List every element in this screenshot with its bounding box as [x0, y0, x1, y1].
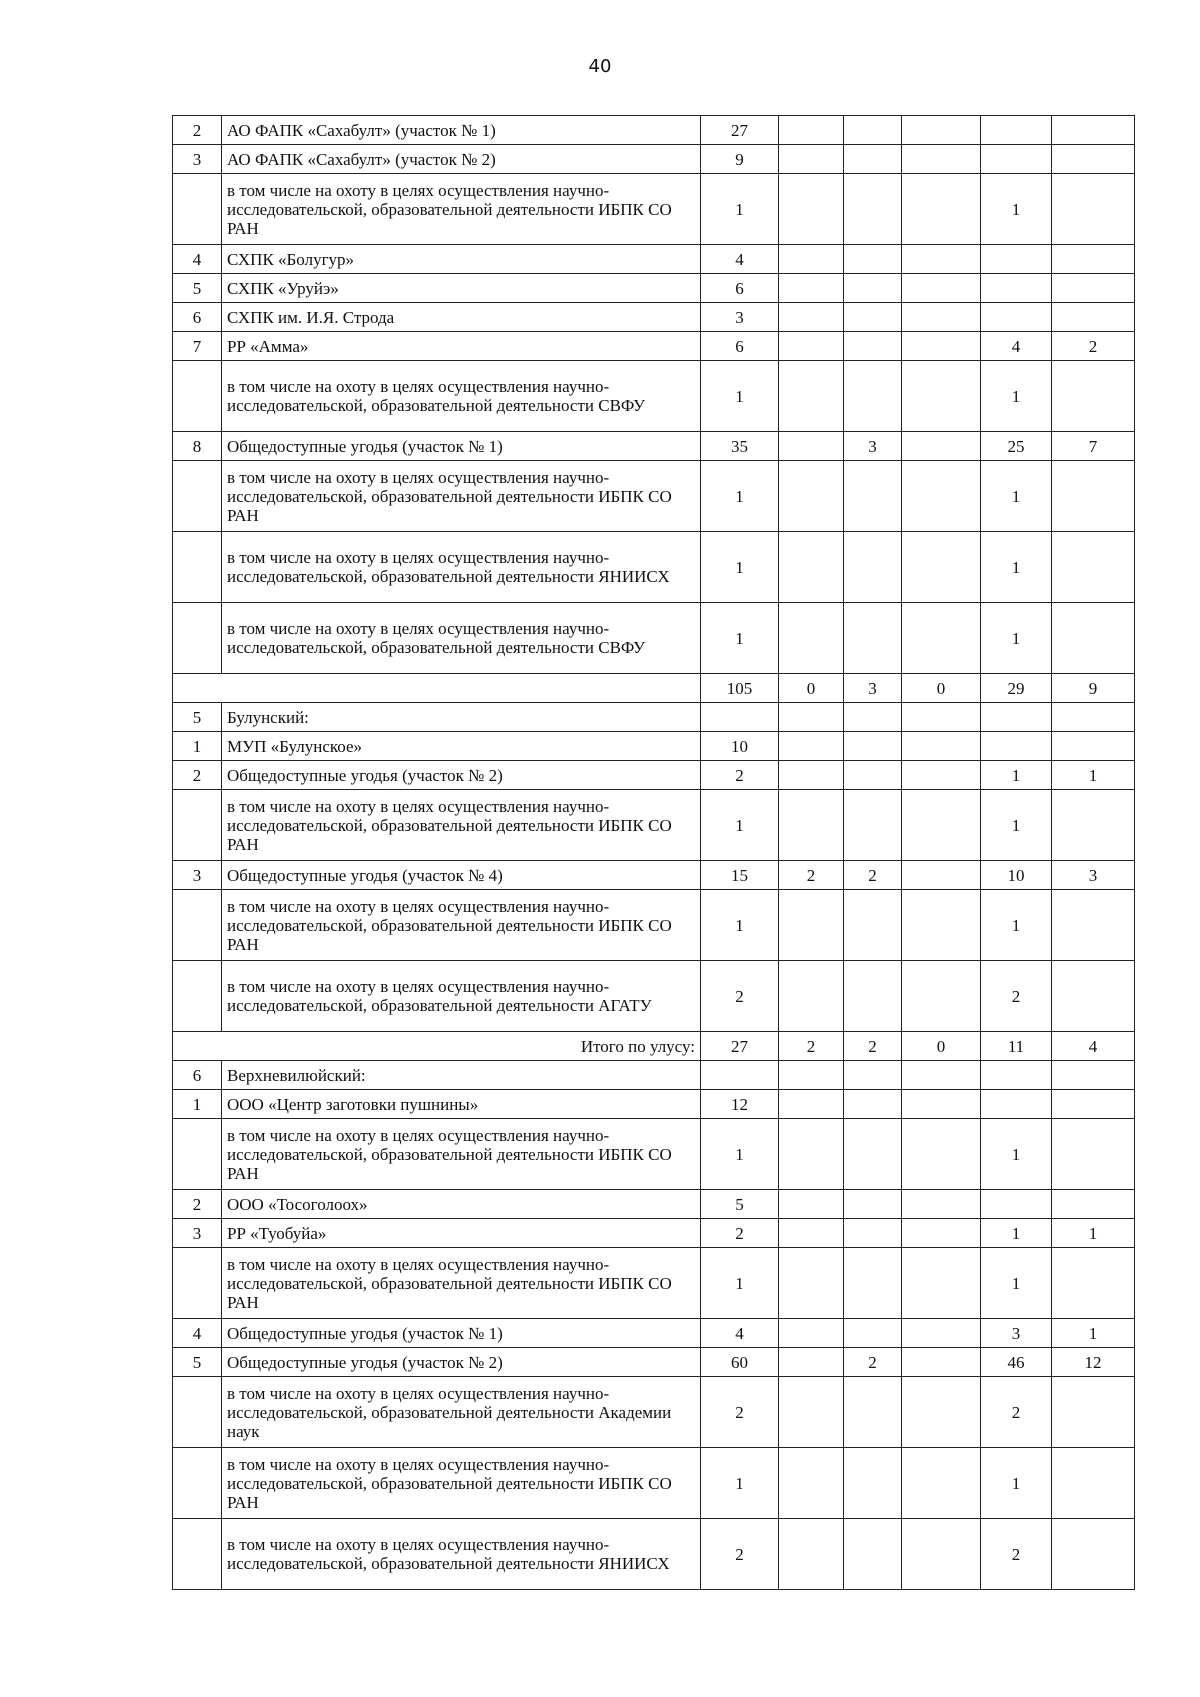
value-cell: 2 [844, 1032, 902, 1061]
value-cell: 1 [701, 532, 779, 603]
value-cell: 1 [981, 532, 1052, 603]
table-row [173, 274, 1135, 303]
row-name: Общедоступные угодья (участок № 1) [222, 432, 701, 461]
row-number [173, 961, 222, 1032]
table-body [173, 116, 1135, 1590]
value-cell [902, 703, 981, 732]
value-cell [779, 432, 844, 461]
table-row [173, 332, 1135, 361]
value-cell [779, 274, 844, 303]
value-cell [779, 1348, 844, 1377]
value-cell: 10 [701, 732, 779, 761]
value-cell: 2 [701, 761, 779, 790]
value-cell [844, 1377, 902, 1448]
value-cell [779, 145, 844, 174]
sub-row [173, 790, 1135, 861]
value-cell [844, 245, 902, 274]
row-number: 3 [173, 1219, 222, 1248]
value-cell: 4 [981, 332, 1052, 361]
sub-row [173, 174, 1135, 245]
value-cell [1052, 361, 1135, 432]
total-label [173, 674, 701, 703]
value-cell [1052, 732, 1135, 761]
value-cell [779, 1090, 844, 1119]
value-cell: 12 [1052, 1348, 1135, 1377]
value-cell: 29 [981, 674, 1052, 703]
row-number [173, 361, 222, 432]
value-cell: 2 [701, 961, 779, 1032]
value-cell: 27 [701, 116, 779, 145]
value-cell: 3 [701, 303, 779, 332]
value-cell [1052, 1248, 1135, 1319]
value-cell: 9 [1052, 674, 1135, 703]
row-name: в том числе на охоту в целях осуществления научно-исследовательской, образовательной деятельности ИБПК СО РАН [222, 890, 701, 961]
value-cell: 1 [701, 1248, 779, 1319]
value-cell [779, 703, 844, 732]
value-cell: 2 [701, 1519, 779, 1590]
value-cell [902, 1519, 981, 1590]
row-name: АО ФАПК «Сахабулт» (участок № 2) [222, 145, 701, 174]
value-cell: 2 [981, 961, 1052, 1032]
value-cell [779, 361, 844, 432]
value-cell: 5 [701, 1190, 779, 1219]
row-name: в том числе на охоту в целях осуществления научно-исследовательской, образовательной деятельности ЯНИИСХ [222, 1519, 701, 1590]
value-cell [779, 461, 844, 532]
value-cell: 2 [981, 1377, 1052, 1448]
sub-row [173, 1519, 1135, 1590]
value-cell [844, 361, 902, 432]
value-cell [902, 1348, 981, 1377]
value-cell: 11 [981, 1032, 1052, 1061]
value-cell [1052, 274, 1135, 303]
value-cell: 1 [981, 1119, 1052, 1190]
value-cell [1052, 703, 1135, 732]
row-number: 6 [173, 1061, 222, 1090]
row-number: 5 [173, 274, 222, 303]
value-cell [1052, 603, 1135, 674]
value-cell [902, 145, 981, 174]
value-cell: 1 [701, 890, 779, 961]
value-cell [779, 1061, 844, 1090]
row-number: 6 [173, 303, 222, 332]
value-cell [844, 274, 902, 303]
value-cell: 2 [779, 861, 844, 890]
total-label: Итого по улусу: [173, 1032, 701, 1061]
value-cell [902, 361, 981, 432]
value-cell [1052, 1448, 1135, 1519]
row-name: ООО «Тосоголоох» [222, 1190, 701, 1219]
value-cell [844, 1319, 902, 1348]
value-cell [701, 1061, 779, 1090]
row-name: в том числе на охоту в целях осуществления научно-исследовательской, образовательной деятельности ИБПК СО РАН [222, 1248, 701, 1319]
value-cell [779, 1119, 844, 1190]
value-cell [902, 890, 981, 961]
value-cell: 0 [779, 674, 844, 703]
table-row [173, 432, 1135, 461]
value-cell [779, 245, 844, 274]
row-name: Верхневилюйский: [222, 1061, 701, 1090]
value-cell [1052, 245, 1135, 274]
value-cell [779, 174, 844, 245]
sub-row [173, 361, 1135, 432]
value-cell [902, 1219, 981, 1248]
row-name: в том числе на охоту в целях осуществления научно-исследовательской, образовательной деятельности ИБПК СО РАН [222, 790, 701, 861]
value-cell [902, 432, 981, 461]
value-cell [844, 1248, 902, 1319]
value-cell [779, 1248, 844, 1319]
row-number [173, 1248, 222, 1319]
table-row [173, 1348, 1135, 1377]
value-cell: 1 [1052, 761, 1135, 790]
sub-row [173, 603, 1135, 674]
table-row [173, 303, 1135, 332]
value-cell: 7 [1052, 432, 1135, 461]
value-cell [902, 116, 981, 145]
table-row [173, 116, 1135, 145]
value-cell [981, 1190, 1052, 1219]
value-cell: 1 [981, 761, 1052, 790]
row-name: в том числе на охоту в целях осуществления научно-исследовательской, образовательной деятельности ИБПК СО РАН [222, 1448, 701, 1519]
value-cell [779, 790, 844, 861]
value-cell [902, 603, 981, 674]
value-cell [844, 461, 902, 532]
value-cell [779, 1519, 844, 1590]
row-name: СХПК им. И.Я. Строда [222, 303, 701, 332]
row-name: в том числе на охоту в целях осуществления научно-исследовательской, образовательной деятельности СВФУ [222, 603, 701, 674]
value-cell: 1 [701, 174, 779, 245]
value-cell [902, 1448, 981, 1519]
row-name: РР «Туобуйа» [222, 1219, 701, 1248]
table-row [173, 1090, 1135, 1119]
value-cell [844, 332, 902, 361]
table-row [173, 1319, 1135, 1348]
row-name: в том числе на охоту в целях осуществления научно-исследовательской, образовательной деятельности ИБПК СО РАН [222, 174, 701, 245]
value-cell [844, 303, 902, 332]
value-cell [1052, 1519, 1135, 1590]
sub-row [173, 890, 1135, 961]
value-cell: 2 [844, 1348, 902, 1377]
value-cell: 1 [981, 174, 1052, 245]
value-cell [981, 1090, 1052, 1119]
value-cell: 2 [981, 1519, 1052, 1590]
row-name: АО ФАПК «Сахабулт» (участок № 1) [222, 116, 701, 145]
sub-row [173, 461, 1135, 532]
value-cell: 1 [981, 1448, 1052, 1519]
row-number: 5 [173, 1348, 222, 1377]
row-number: 5 [173, 703, 222, 732]
value-cell [981, 145, 1052, 174]
value-cell: 1 [981, 361, 1052, 432]
value-cell: 1 [981, 1219, 1052, 1248]
value-cell [981, 245, 1052, 274]
row-number [173, 790, 222, 861]
value-cell [844, 703, 902, 732]
value-cell [844, 961, 902, 1032]
sub-row [173, 961, 1135, 1032]
value-cell: 1 [1052, 1219, 1135, 1248]
table-row [173, 732, 1135, 761]
value-cell [844, 603, 902, 674]
row-name: СХПК «Болугур» [222, 245, 701, 274]
value-cell: 4 [701, 245, 779, 274]
row-name: в том числе на охоту в целях осуществления научно-исследовательской, образовательной деятельности СВФУ [222, 361, 701, 432]
value-cell [844, 1519, 902, 1590]
value-cell [1052, 461, 1135, 532]
row-number [173, 603, 222, 674]
value-cell [902, 1190, 981, 1219]
value-cell [902, 861, 981, 890]
value-cell: 60 [701, 1348, 779, 1377]
value-cell [902, 761, 981, 790]
row-number: 1 [173, 1090, 222, 1119]
value-cell [1052, 1061, 1135, 1090]
value-cell [779, 303, 844, 332]
value-cell [844, 1061, 902, 1090]
value-cell: 0 [902, 674, 981, 703]
value-cell: 15 [701, 861, 779, 890]
value-cell: 1 [1052, 1319, 1135, 1348]
table-row [173, 145, 1135, 174]
value-cell [902, 1090, 981, 1119]
value-cell: 3 [844, 432, 902, 461]
row-name: РР «Амма» [222, 332, 701, 361]
table-row [173, 1190, 1135, 1219]
row-number [173, 461, 222, 532]
value-cell [844, 1219, 902, 1248]
value-cell [902, 1319, 981, 1348]
row-number: 7 [173, 332, 222, 361]
value-cell [844, 1448, 902, 1519]
row-number: 2 [173, 761, 222, 790]
value-cell [779, 603, 844, 674]
total-row [173, 1032, 1135, 1061]
value-cell [779, 890, 844, 961]
value-cell: 9 [701, 145, 779, 174]
value-cell: 1 [701, 1448, 779, 1519]
value-cell [701, 703, 779, 732]
value-cell: 6 [701, 274, 779, 303]
value-cell [902, 1248, 981, 1319]
row-number: 1 [173, 732, 222, 761]
value-cell [1052, 890, 1135, 961]
table-row [173, 761, 1135, 790]
value-cell: 3 [981, 1319, 1052, 1348]
table-row [173, 703, 1135, 732]
value-cell [779, 761, 844, 790]
row-number: 2 [173, 116, 222, 145]
value-cell: 2 [844, 861, 902, 890]
row-number: 3 [173, 145, 222, 174]
row-name: в том числе на охоту в целях осуществления научно-исследовательской, образовательной деятельности Академии наук [222, 1377, 701, 1448]
value-cell [779, 1219, 844, 1248]
value-cell [779, 1319, 844, 1348]
value-cell: 6 [701, 332, 779, 361]
value-cell: 1 [701, 361, 779, 432]
table-row [173, 861, 1135, 890]
value-cell [902, 1061, 981, 1090]
value-cell [902, 532, 981, 603]
row-number [173, 1377, 222, 1448]
sub-row [173, 532, 1135, 603]
value-cell [1052, 1119, 1135, 1190]
value-cell [1052, 1090, 1135, 1119]
value-cell: 3 [1052, 861, 1135, 890]
total-row [173, 674, 1135, 703]
value-cell [902, 174, 981, 245]
table-row [173, 245, 1135, 274]
value-cell [981, 274, 1052, 303]
row-number: 4 [173, 1319, 222, 1348]
value-cell [779, 732, 844, 761]
value-cell [1052, 1190, 1135, 1219]
row-number [173, 1119, 222, 1190]
value-cell: 1 [701, 603, 779, 674]
value-cell: 0 [902, 1032, 981, 1061]
value-cell: 1 [981, 790, 1052, 861]
row-number: 3 [173, 861, 222, 890]
value-cell: 1 [981, 461, 1052, 532]
value-cell: 1 [701, 461, 779, 532]
value-cell [902, 790, 981, 861]
value-cell: 2 [1052, 332, 1135, 361]
value-cell [844, 1090, 902, 1119]
value-cell: 4 [1052, 1032, 1135, 1061]
value-cell [844, 116, 902, 145]
row-name: Общедоступные угодья (участок № 4) [222, 861, 701, 890]
sub-row [173, 1448, 1135, 1519]
value-cell [779, 532, 844, 603]
row-name: МУП «Булунское» [222, 732, 701, 761]
sub-row [173, 1377, 1135, 1448]
value-cell: 1 [981, 890, 1052, 961]
value-cell: 1 [701, 790, 779, 861]
value-cell: 2 [701, 1219, 779, 1248]
value-cell [1052, 116, 1135, 145]
value-cell: 35 [701, 432, 779, 461]
value-cell [844, 1190, 902, 1219]
value-cell [902, 961, 981, 1032]
row-number [173, 532, 222, 603]
value-cell: 25 [981, 432, 1052, 461]
value-cell [844, 890, 902, 961]
row-number: 2 [173, 1190, 222, 1219]
value-cell: 46 [981, 1348, 1052, 1377]
value-cell [902, 274, 981, 303]
value-cell [844, 761, 902, 790]
value-cell: 3 [844, 674, 902, 703]
value-cell [779, 1377, 844, 1448]
value-cell: 2 [701, 1377, 779, 1448]
row-name: Булунский: [222, 703, 701, 732]
sub-row [173, 1119, 1135, 1190]
value-cell [902, 732, 981, 761]
sub-row [173, 1248, 1135, 1319]
value-cell [1052, 961, 1135, 1032]
value-cell [779, 116, 844, 145]
row-number: 4 [173, 245, 222, 274]
quota-table [172, 115, 1135, 1590]
value-cell [902, 461, 981, 532]
value-cell [981, 116, 1052, 145]
value-cell [1052, 790, 1135, 861]
value-cell [981, 703, 1052, 732]
row-name: Общедоступные угодья (участок № 2) [222, 1348, 701, 1377]
row-number [173, 174, 222, 245]
row-number: 8 [173, 432, 222, 461]
value-cell [902, 303, 981, 332]
value-cell [1052, 303, 1135, 332]
value-cell [902, 332, 981, 361]
value-cell [1052, 532, 1135, 603]
value-cell [981, 732, 1052, 761]
value-cell: 12 [701, 1090, 779, 1119]
value-cell [779, 961, 844, 1032]
row-name: в том числе на охоту в целях осуществления научно-исследовательской, образовательной деятельности ИБПК СО РАН [222, 1119, 701, 1190]
value-cell [902, 1377, 981, 1448]
value-cell [844, 532, 902, 603]
value-cell: 10 [981, 861, 1052, 890]
row-number [173, 1448, 222, 1519]
value-cell: 2 [779, 1032, 844, 1061]
value-cell [844, 1119, 902, 1190]
value-cell: 105 [701, 674, 779, 703]
row-name: в том числе на охоту в целях осуществления научно-исследовательской, образовательной деятельности ЯНИИСХ [222, 532, 701, 603]
value-cell [779, 332, 844, 361]
value-cell [1052, 174, 1135, 245]
page-number: 40 [588, 56, 612, 77]
row-name: Общедоступные угодья (участок № 1) [222, 1319, 701, 1348]
value-cell: 1 [981, 1248, 1052, 1319]
row-number [173, 890, 222, 961]
value-cell: 1 [701, 1119, 779, 1190]
row-name: в том числе на охоту в целях осуществления научно-исследовательской, образовательной деятельности АГАТУ [222, 961, 701, 1032]
value-cell [844, 732, 902, 761]
value-cell [981, 1061, 1052, 1090]
row-number [173, 1519, 222, 1590]
value-cell [844, 145, 902, 174]
value-cell [844, 174, 902, 245]
table-row [173, 1061, 1135, 1090]
value-cell [902, 1119, 981, 1190]
table-row [173, 1219, 1135, 1248]
value-cell [981, 303, 1052, 332]
row-name: СХПК «Уруйэ» [222, 274, 701, 303]
row-name: в том числе на охоту в целях осуществления научно-исследовательской, образовательной деятельности ИБПК СО РАН [222, 461, 701, 532]
value-cell [844, 790, 902, 861]
row-name: ООО «Центр заготовки пушнины» [222, 1090, 701, 1119]
value-cell [779, 1190, 844, 1219]
value-cell: 1 [981, 603, 1052, 674]
value-cell [1052, 1377, 1135, 1448]
value-cell [1052, 145, 1135, 174]
value-cell [779, 1448, 844, 1519]
row-name: Общедоступные угодья (участок № 2) [222, 761, 701, 790]
value-cell: 27 [701, 1032, 779, 1061]
value-cell: 4 [701, 1319, 779, 1348]
value-cell [902, 245, 981, 274]
